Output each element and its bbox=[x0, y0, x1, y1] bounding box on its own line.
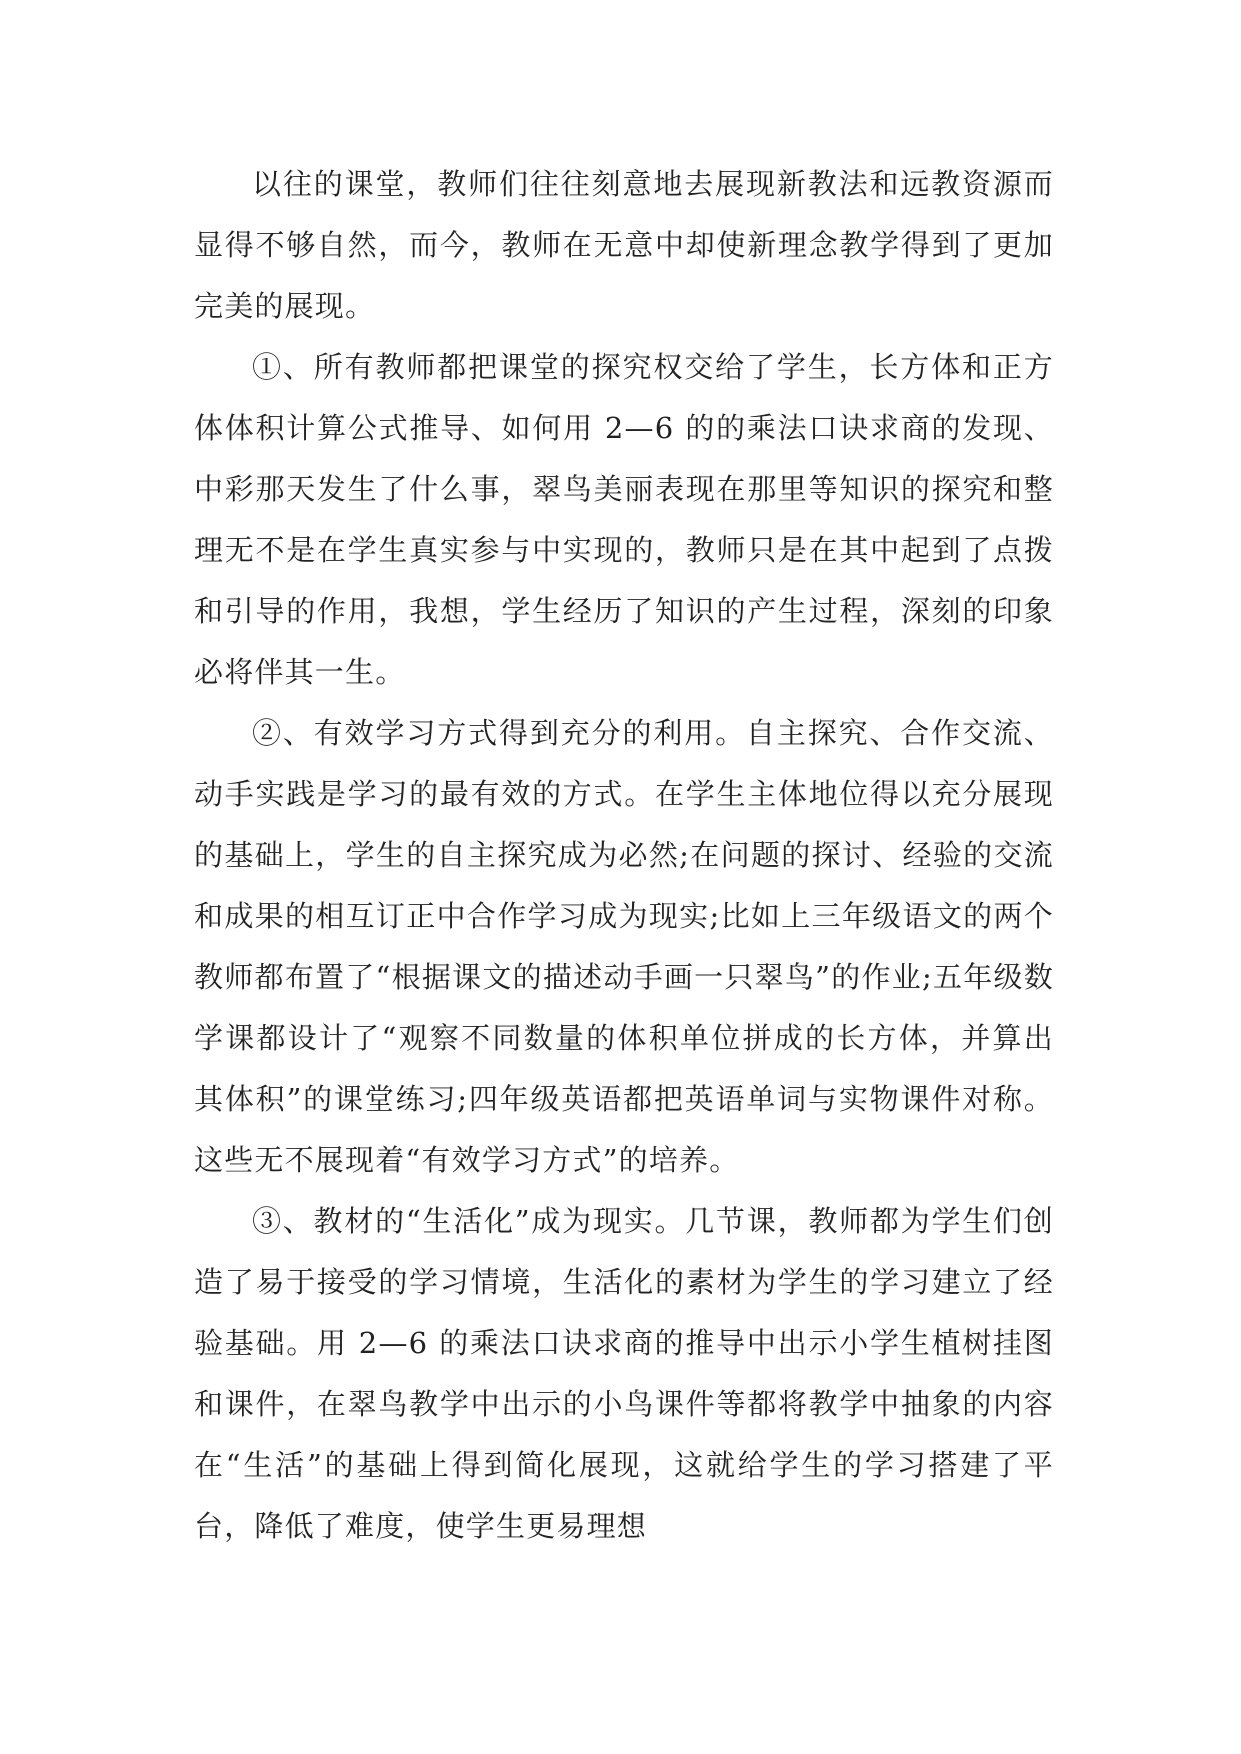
paragraph-intro: 以往的课堂，教师们往往刻意地去展现新教法和远教资源而显得不够自然，而今，教师在无意中却使新理念教学得到了更加完美的展现。 bbox=[194, 167, 1054, 323]
document-body bbox=[194, 154, 1054, 1557]
paragraph-point-2: ②、有效学习方式得到充分的利用。自主探究、合作交流、动手实践是学习的最有效的方式。在学生主体地位得以充分展现的基础上，学生的自主探究成为必然;在问题的探讨、经验的交流和成果的相互订正中合作学习成为现实;比如上三年级语文的两个教师都布置了“根据课文的描述动手画一只翠鸟”的作业;五年级数学课都设计了“观察不同数量的体积单位拼成的长方体，并算出其体积”的课堂练习;四年级英语都把英语单词与实物课件对称。这些无不展现着“有效学习方式”的培养。 bbox=[194, 716, 1054, 1177]
paragraph-point-3: ③、教材的“生活化”成为现实。几节课，教师都为学生们创造了易于接受的学习情境，生活化的素材为学生的学习建立了经验基础。用 2—6 的乘法口诀求商的推导中出示小学生植树挂图和课件，在翠鸟教学中出示的小鸟课件等都将教学中抽象的内容在“生活”的基础上得到简化展现，这就给学生的学习搭建了平台，降低了难度，使学生更易理想 bbox=[194, 1204, 1054, 1543]
paragraph-point-1: ①、所有教师都把课堂的探究权交给了学生，长方体和正方体体积计算公式推导、如何用 2—6 的的乘法口诀求商的发现、中彩那天发生了什么事，翠鸟美丽表现在那里等知识的探究和整理无不是在学生真实参与中实现的，教师只是在其中起到了点拨和引导的作用，我想，学生经历了知识的产生过程，深刻的印象必将伴其一生。 bbox=[194, 350, 1054, 689]
